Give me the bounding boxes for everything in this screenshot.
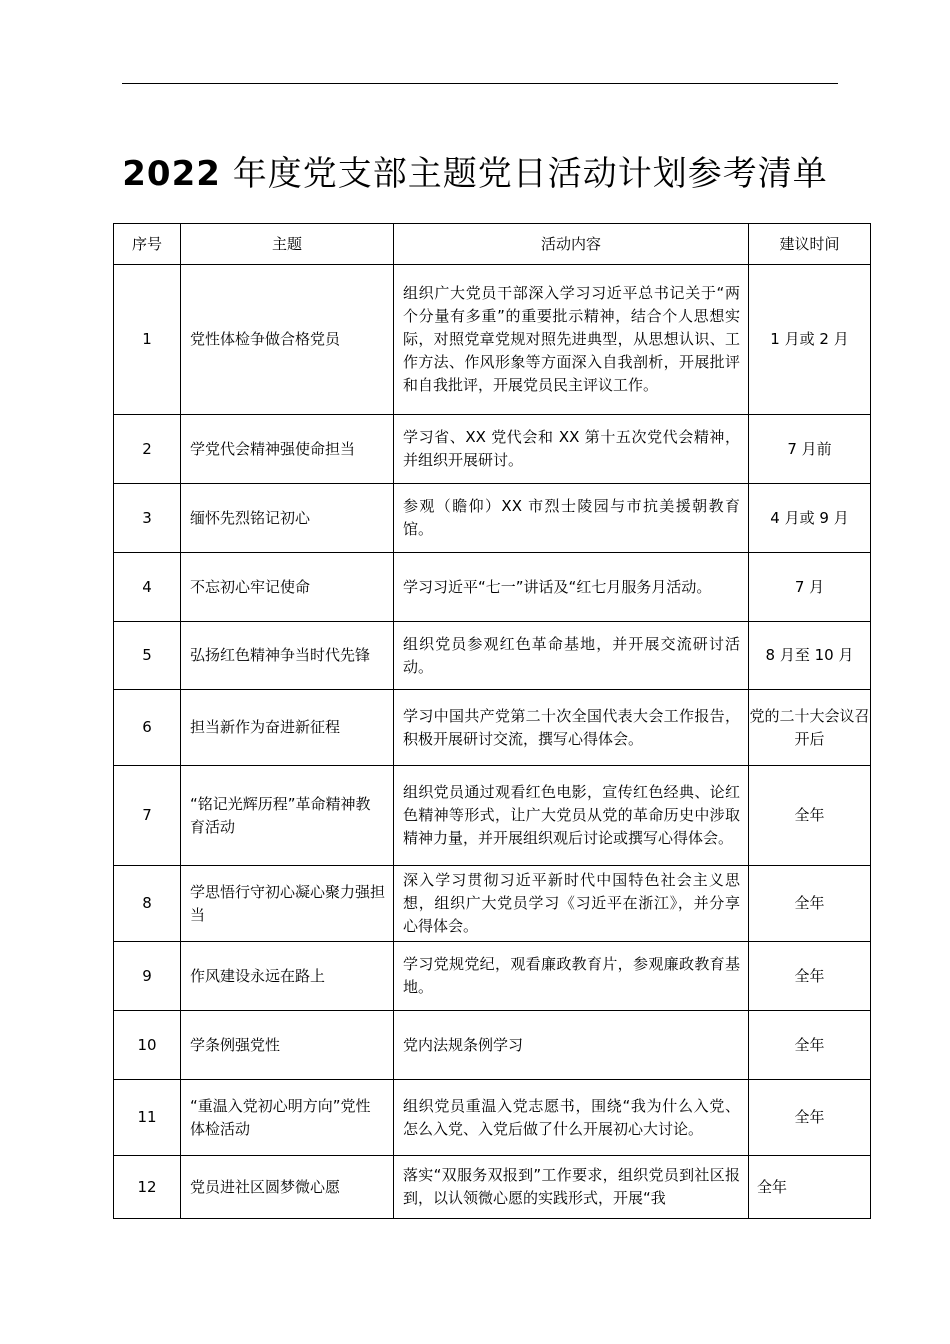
table-header-row [114,224,871,265]
table-row [114,1156,871,1219]
row-time: 全年 [749,1080,871,1156]
row-time: 全年 [749,1156,871,1219]
row-time: 全年 [749,866,871,942]
table-row [114,766,871,866]
row-no: 5 [114,622,181,690]
row-topic: 不忘初心牢记使命 [181,553,394,622]
row-no: 2 [114,415,181,484]
row-content: 学习中国共产党第二十次全国代表大会工作报告，积极开展研讨交流，撰写心得体会。 [394,690,749,766]
row-content: 组织党员重温入党志愿书，围绕“我为什么入党、怎么入党、入党后做了什么开展初心大讨论。 [394,1080,749,1156]
row-time: 全年 [749,942,871,1011]
row-content: 党内法规条例学习 [394,1011,749,1080]
row-topic: 党性体检争做合格党员 [181,265,394,415]
row-topic: 缅怀先烈铭记初心 [181,484,394,553]
row-content: 落实“双服务双报到”工作要求，组织党员到社区报到，以认领微心愿的实践形式，开展“我 [394,1156,749,1219]
row-content: 组织党员参观红色革命基地，并开展交流研讨活动。 [394,622,749,690]
row-time: 4 月或 9 月 [749,484,871,553]
row-time: 1 月或 2 月 [749,265,871,415]
table-row [114,484,871,553]
row-no: 10 [114,1011,181,1080]
row-no: 8 [114,866,181,942]
row-topic: 担当新作为奋进新征程 [181,690,394,766]
header-no: 序号 [114,224,181,265]
row-time: 全年 [749,766,871,866]
row-content: 组织党员通过观看红色电影，宣传红色经典、论红色精神等形式，让广大党员从党的革命历史中涉取精神力量，并开展组织观后讨论或撰写心得体会。 [394,766,749,866]
row-topic: 作风建设永远在路上 [181,942,394,1011]
row-topic: 学条例强党性 [181,1011,394,1080]
row-content: 学习省、XX 党代会和 XX 第十五次党代会精神，并组织开展研讨。 [394,415,749,484]
row-no: 3 [114,484,181,553]
row-no: 12 [114,1156,181,1219]
row-topic: 党员进社区圆梦微心愿 [181,1156,394,1219]
table-row [114,1011,871,1080]
table-row [114,866,871,942]
row-topic: 学思悟行守初心凝心聚力强担当 [181,866,394,942]
row-content: 参观（瞻仰）XX 市烈士陵园与市抗美援朝教育馆。 [394,484,749,553]
row-no: 11 [114,1080,181,1156]
row-time: 8 月至 10 月 [749,622,871,690]
table-row [114,1080,871,1156]
row-topic: “铭记光辉历程”革命精神教育活动 [181,766,394,866]
row-content: 深入学习贯彻习近平新时代中国特色社会主义思想，组织广大党员学习《习近平在浙江》，并分享心得体会。 [394,866,749,942]
row-time: 党的二十大会议召开后 [749,690,871,766]
row-content: 学习习近平“七一”讲话及“红七月服务月活动。 [394,553,749,622]
row-time: 7 月前 [749,415,871,484]
row-no: 6 [114,690,181,766]
table-row [114,265,871,415]
row-no: 1 [114,265,181,415]
header-content: 活动内容 [394,224,749,265]
header-topic: 主题 [181,224,394,265]
row-time: 全年 [749,1011,871,1080]
row-topic: 学党代会精神强使命担当 [181,415,394,484]
row-content: 学习党规党纪，观看廉政教育片，参观廉政教育基地。 [394,942,749,1011]
table-row [114,690,871,766]
header-time: 建议时间 [749,224,871,265]
table-row [114,415,871,484]
row-topic: “重温入党初心明方向”党性体检活动 [181,1080,394,1156]
page-title [0,150,950,198]
row-no: 7 [114,766,181,866]
header-rule [122,83,838,84]
table-row [114,942,871,1011]
title-year: 2022 [122,154,221,194]
title-text: 年度党支部主题党日活动计划参考清单 [220,154,828,194]
row-no: 4 [114,553,181,622]
row-content: 组织广大党员干部深入学习习近平总书记关于“两个分量有多重”的重要批示精神，结合个人思想实际，对照党章党规对照先进典型，从思想认识、工作方法、作风形象等方面深入自我剖析，开展批评和自我批评，开展党员民主评议工作。 [394,265,749,415]
row-topic: 弘扬红色精神争当时代先锋 [181,622,394,690]
row-time: 7 月 [749,553,871,622]
activity-plan-table [113,223,871,1219]
table-row [114,553,871,622]
table-row [114,622,871,690]
row-no: 9 [114,942,181,1011]
